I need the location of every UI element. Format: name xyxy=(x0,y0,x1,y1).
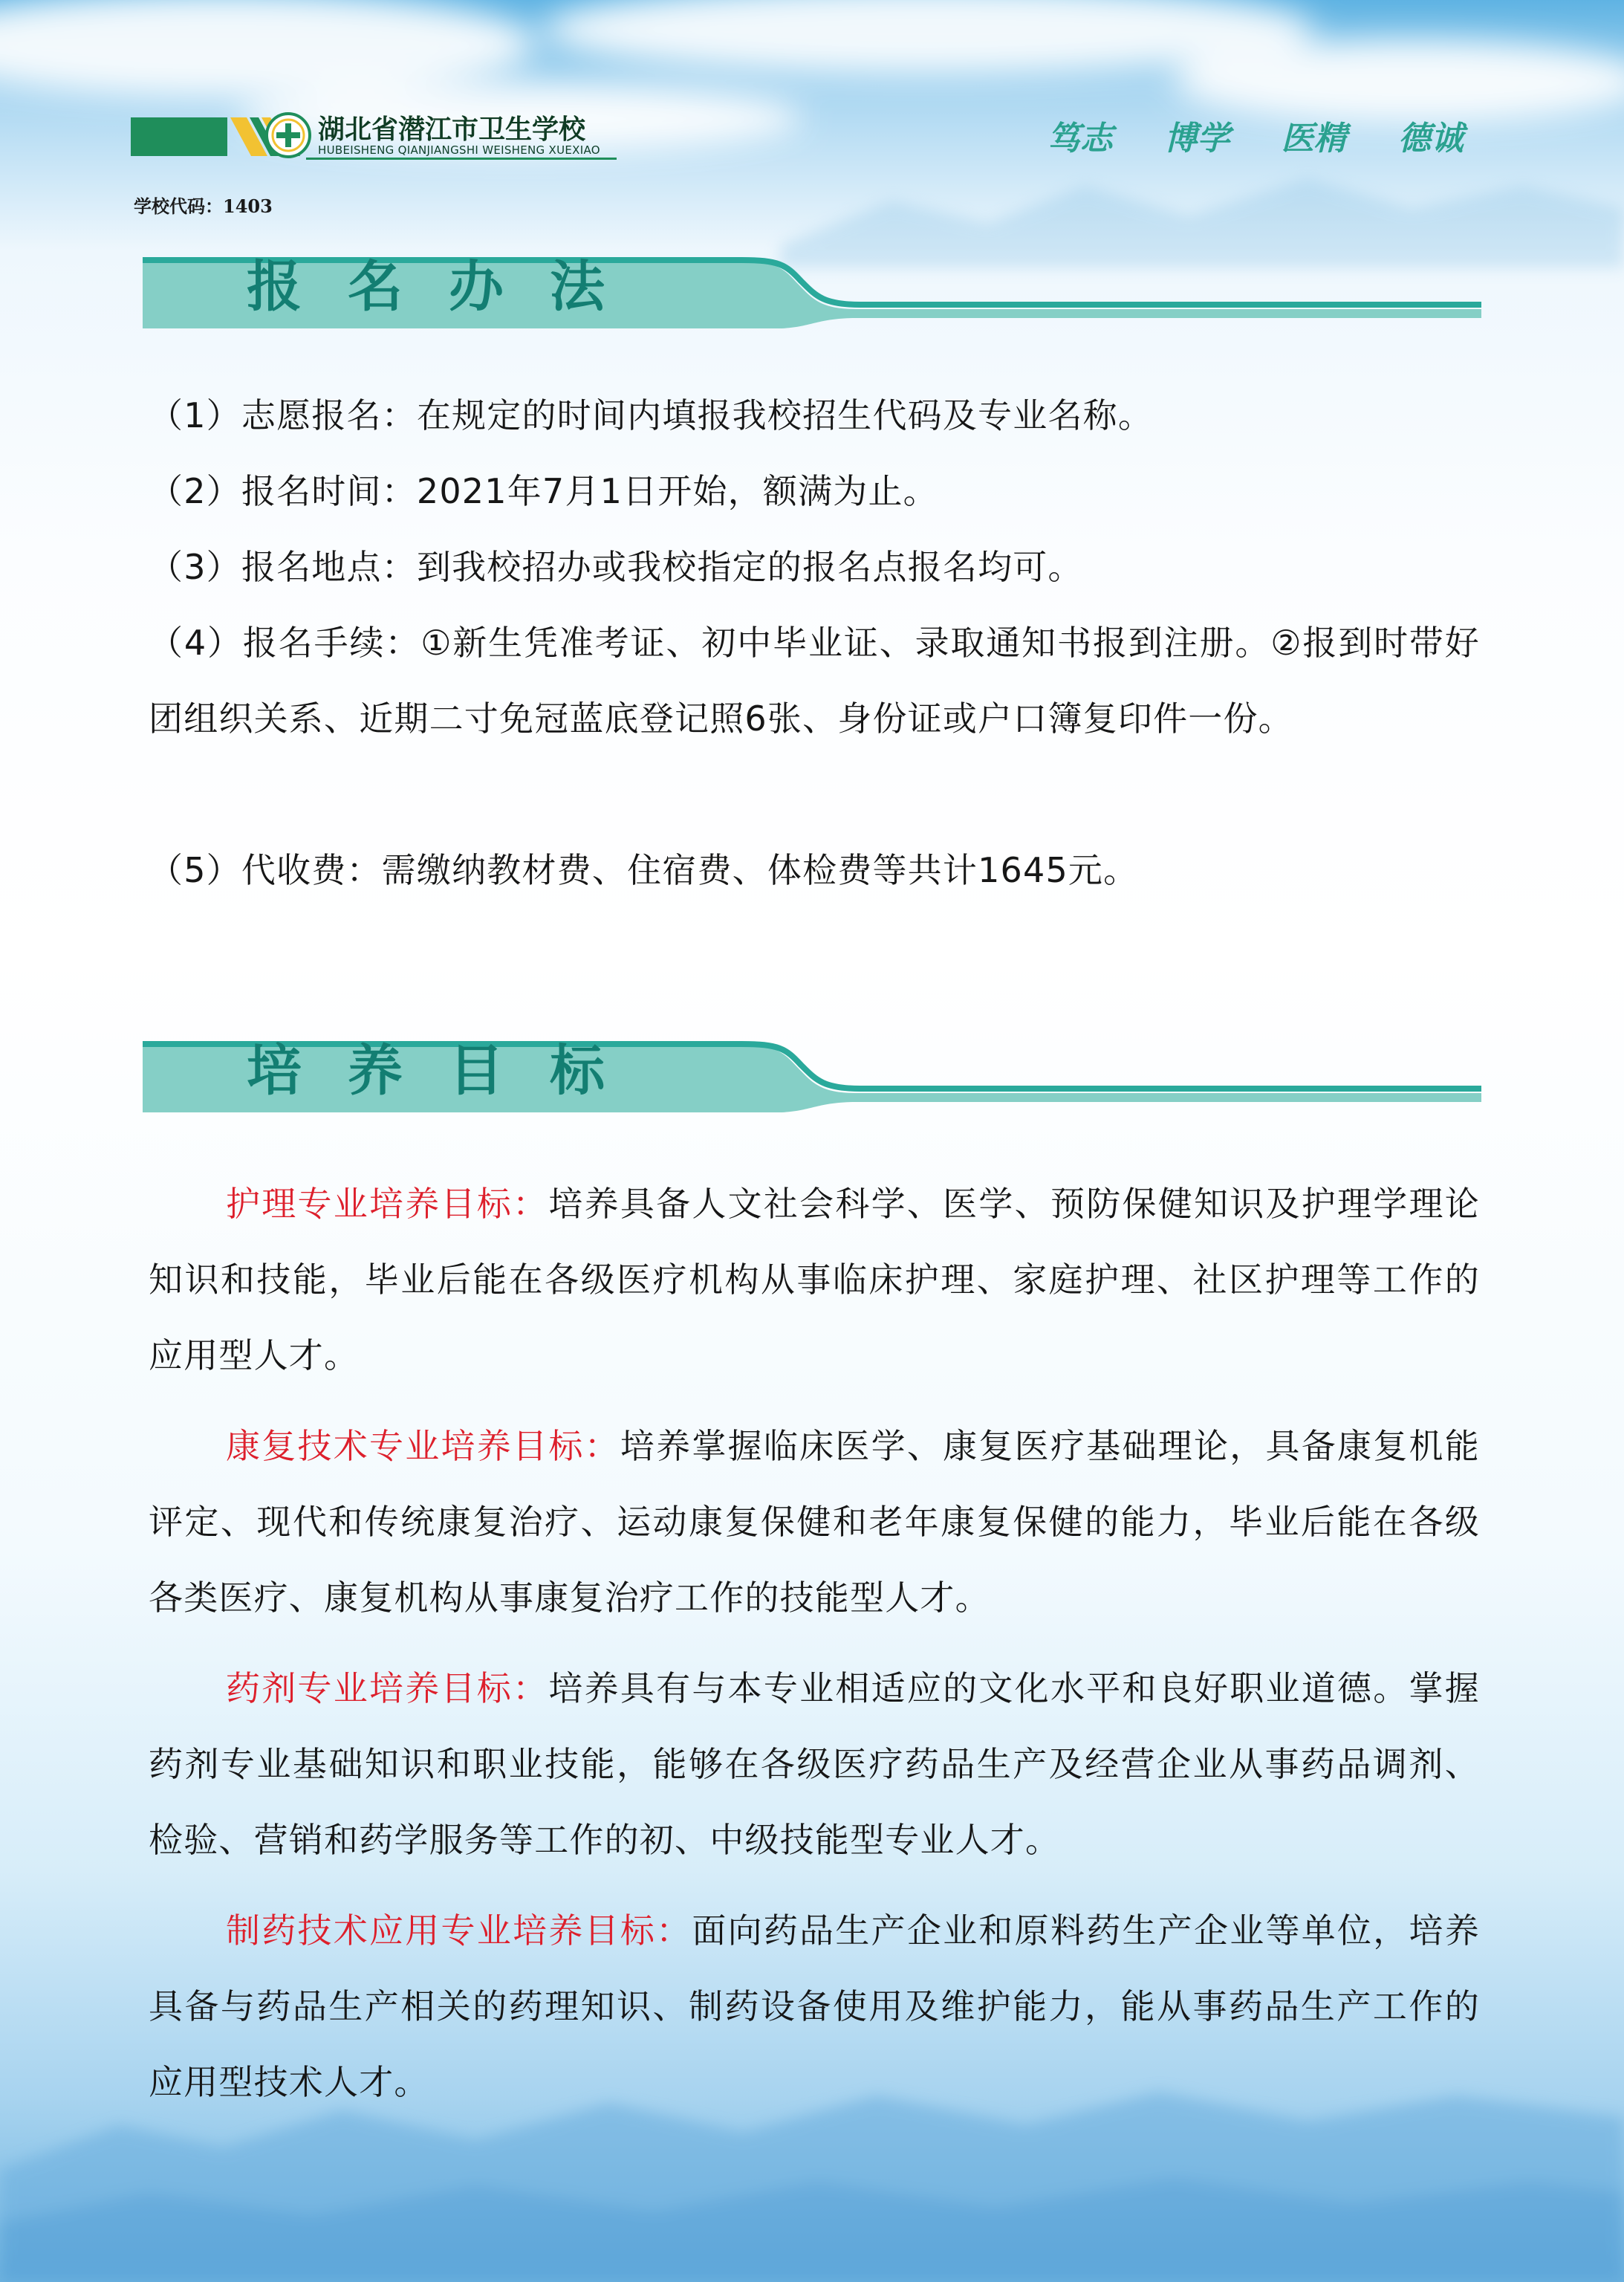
section-title: 报名办法 xyxy=(247,255,651,319)
school-name: 湖北省潜江市卫生学校 xyxy=(318,114,586,145)
goal-text: 面向药品生产企业和原料药生产企业等单位，培养具备与药品生产相关的药理知识、制药设备使用及维护能力，能从事药品生产工作的应用型技术人才。 xyxy=(149,1910,1480,2102)
training-goal xyxy=(149,1408,1480,1636)
goal-heading: 药剂专业培养目标： xyxy=(226,1668,549,1708)
school-motto xyxy=(1048,111,1464,159)
training-goal xyxy=(149,1893,1480,2120)
motto-word: 笃志 xyxy=(1048,120,1113,158)
goal-heading: 康复技术专业培养目标： xyxy=(226,1426,620,1466)
registration-item: （5）代收费：需缴纳教材费、住宿费、体检费等共计1645元。 xyxy=(149,850,1139,890)
school-emblem-icon xyxy=(264,111,312,159)
goal-text: 培养具备人文社会科学、医学、预防保健知识及护理学理论知识和技能，毕业后能在各级医疗机构从事临床护理、家庭护理、社区护理等工作的应用型人才。 xyxy=(149,1184,1480,1375)
goal-heading: 护理专业培养目标： xyxy=(226,1184,549,1224)
section-title: 培养目标 xyxy=(247,1039,651,1103)
goal-heading: 制药技术应用专业培养目标： xyxy=(226,1910,692,1951)
registration-item: （3）报名地点：到我校招办或我校指定的报名点报名均可。 xyxy=(149,547,1083,587)
section-banner-goals xyxy=(143,1037,1481,1112)
registration-item: （2）报名时间：2021年7月1日开始，额满为止。 xyxy=(149,471,938,511)
motto-word: 医精 xyxy=(1281,120,1347,158)
school-name-pinyin: HUBEISHENG QIANJIANGSHI WEISHENG XUEXIAO xyxy=(318,143,600,157)
goal-text: 培养掌握临床医学、康复医疗基础理论，具备康复机能评定、现代和传统康复治疗、运动康复保健和老年康复保健的能力，毕业后能在各级各类医疗、康复机构从事康复治疗工作的技能型人才。 xyxy=(149,1426,1480,1618)
training-goal xyxy=(149,1650,1480,1878)
goal-text: 培养具有与本专业相适应的文化水平和良好职业道德。掌握药剂专业基础知识和职业技能，能够在各级医疗药品生产及经营企业从事药品调剂、检验、营销和药学服务等工作的初、中级技能型专业人才。 xyxy=(149,1668,1480,1860)
motto-word: 博学 xyxy=(1164,120,1230,158)
section-banner-registration xyxy=(143,253,1481,328)
registration-item: （1）志愿报名：在规定的时间内填报我校招生代码及专业名称。 xyxy=(149,395,1154,435)
school-code: 学校代码：1403 xyxy=(134,195,273,217)
motto-word: 德诚 xyxy=(1397,120,1464,158)
training-goal xyxy=(149,1166,1480,1393)
registration-item: （4）报名手续：①新生凭准考证、初中毕业证、录取通知书报到注册。②报到时带好团组织关系、近期二寸免冠蓝底登记照6张、身份证或户口簿复印件一份。 xyxy=(149,623,1480,739)
